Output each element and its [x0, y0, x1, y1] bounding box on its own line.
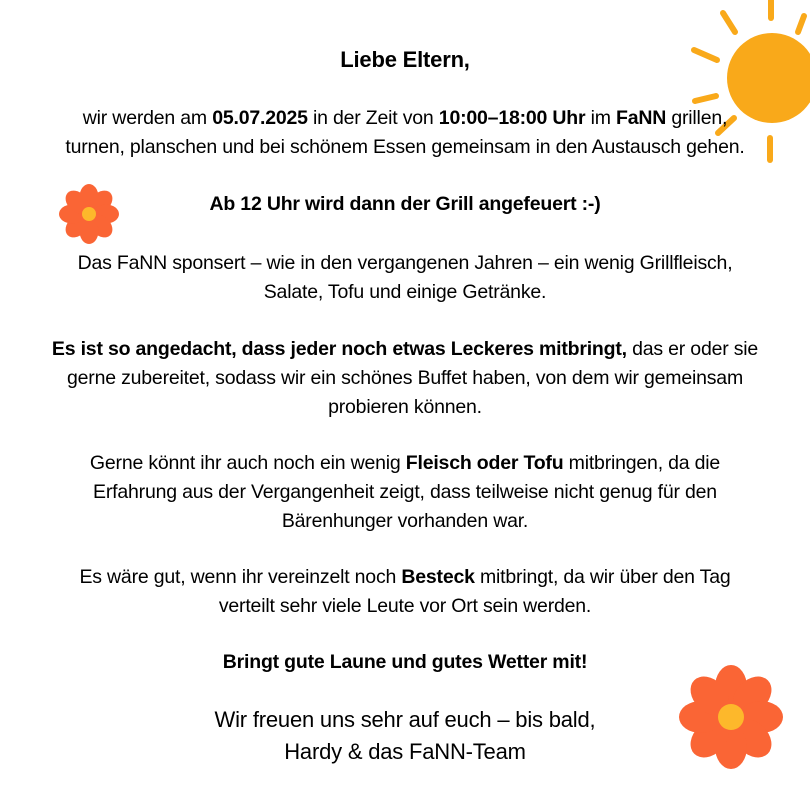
bold-text: Besteck — [401, 566, 475, 588]
closing-line: Wir freuen uns sehr auf euch – bis bald, — [214, 707, 596, 732]
text-segment: mitbringt, da wir über den Tag — [474, 566, 731, 588]
bold-text: Fleisch oder Tofu — [405, 452, 564, 474]
text-segment: im — [585, 107, 617, 129]
text-segment: Es wäre gut, wenn ihr vereinzelt noch — [79, 566, 402, 588]
text-segment: wir werden am — [82, 107, 213, 129]
event-time: 10:00–18:00 Uhr — [438, 107, 586, 129]
paragraph-line: Das FaNN sponsert – wie in den vergangenen Jahren – ein wenig Grillfleisch, — [77, 252, 733, 274]
paragraph-sponsoring — [0, 249, 810, 307]
text-segment: das er oder sie — [626, 338, 759, 360]
text-segment: grillen, — [666, 107, 728, 129]
event-date: 05.07.2025 — [212, 107, 308, 129]
paragraph-line: turnen, planschen und bei schönem Essen gemeinsam in den Austausch gehen. — [65, 136, 745, 158]
grill-start-notice: Ab 12 Uhr wird dann der Grill angefeuert :-) — [209, 193, 601, 215]
paragraph-line: verteilt sehr viele Leute vor Ort sein werden. — [218, 595, 592, 617]
bold-text: Es ist so angedacht, dass jeder noch etwas Leckeres mitbringt, — [51, 338, 627, 360]
paragraph-line: Erfahrung aus der Vergangenheit zeigt, dass teilweise nicht genug für den — [93, 481, 717, 503]
signature: Hardy & das FaNN-Team — [284, 739, 526, 764]
paragraph-buffet — [0, 335, 810, 422]
paragraph-cutlery — [0, 563, 810, 621]
paragraph-line — [0, 449, 810, 478]
mood-notice: Bringt gute Laune und gutes Wetter mit! — [222, 651, 588, 673]
paragraph-meat-tofu — [0, 449, 810, 536]
paragraph-line — [0, 104, 810, 133]
greeting: Liebe Eltern, — [340, 47, 470, 72]
paragraph-line: probieren können. — [328, 396, 482, 418]
text-segment: mitbringen, da die — [563, 452, 721, 474]
paragraph-line — [0, 335, 810, 364]
paragraph-line — [0, 563, 810, 592]
text-segment: Gerne könnt ihr auch noch ein wenig — [89, 452, 406, 474]
paragraph-date-time — [0, 104, 810, 162]
text-segment: in der Zeit von — [307, 107, 439, 129]
paragraph-line: Bärenhunger vorhanden war. — [281, 510, 529, 532]
paragraph-line: gerne zubereitet, sodass wir ein schönes Buffet haben, von dem wir gemeinsam — [67, 367, 743, 389]
closing — [0, 704, 810, 768]
organization-name: FaNN — [616, 107, 667, 129]
paragraph-line: Salate, Tofu und einige Getränke. — [263, 281, 547, 303]
